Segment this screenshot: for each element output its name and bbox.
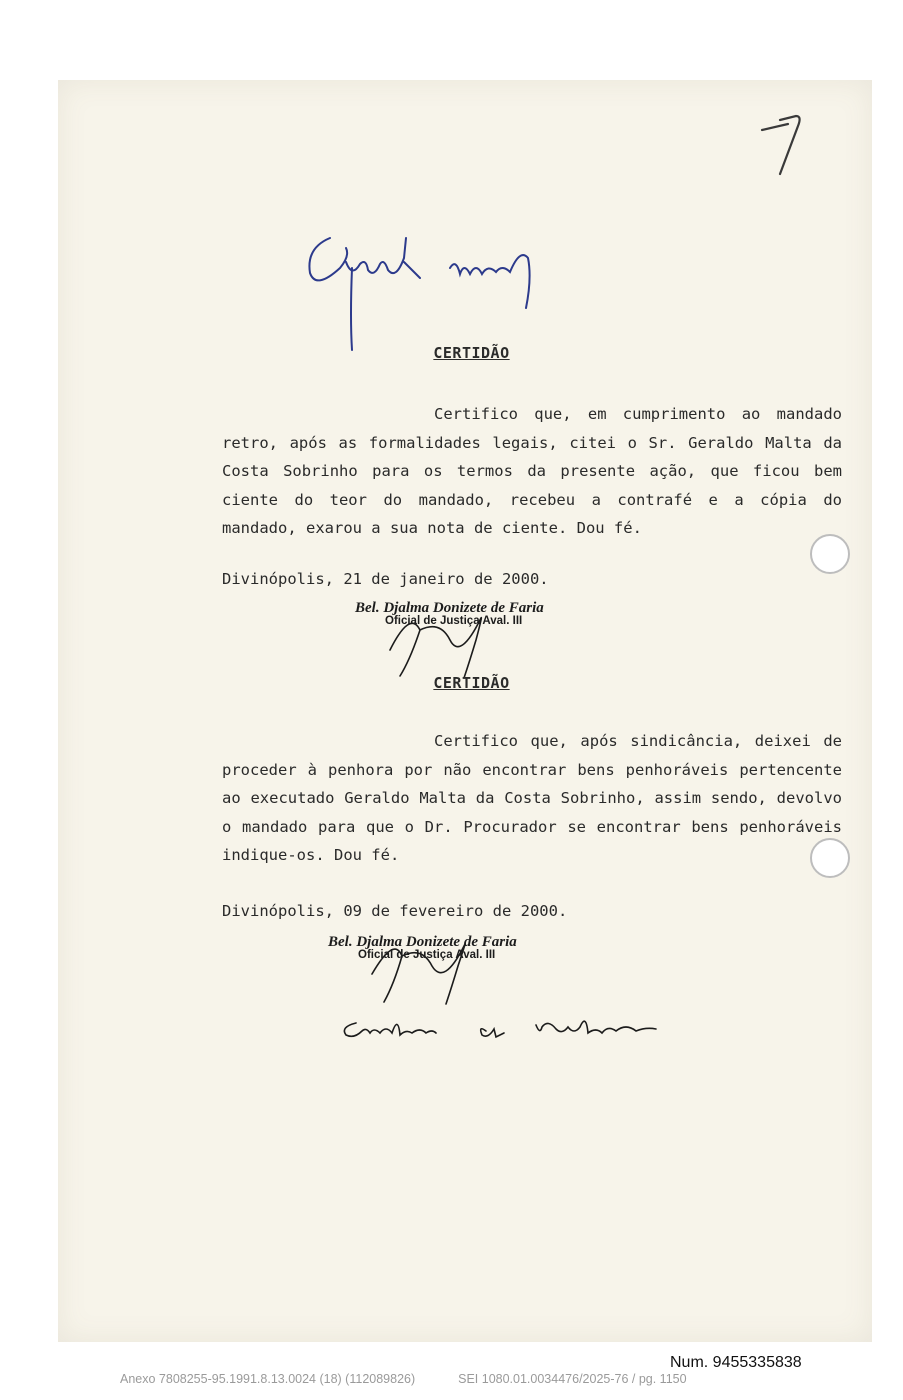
signer-name: Bel. Djalma Donizete de Faria: [328, 934, 517, 950]
document-number: Num. 9455335838: [670, 1354, 802, 1371]
certidao-body: Certifico que, em cumprimento ao mandado retro, após as formalidades legais, citei o Sr. Geraldo Malta da Costa Sobrinho para os termos da presente ação, que ficou bem ciente do teor do mandado, recebeu a contrafé e a cópia do mandado, exarou a sua nota de ciente. Dou fé.: [222, 405, 842, 537]
signer-role: Oficial de Justiça Aval. III: [385, 615, 523, 627]
certidao-date: Divinópolis, 09 de fevereiro de 2000.: [222, 902, 568, 920]
handwritten-signature: [360, 928, 490, 1008]
signer-role: Oficial de Justiça Aval. III: [358, 949, 496, 961]
certidao-heading: CERTIDÃO: [433, 344, 510, 362]
annex-reference: Anexo 7808255-95.1991.8.13.0024 (18) (112089826): [120, 1372, 416, 1386]
certidao-date: Divinópolis, 21 de janeiro de 2000.: [222, 570, 549, 588]
handwritten-signature: [380, 600, 510, 680]
handwritten-annotation-signature: [300, 218, 550, 358]
handwritten-page-number: [758, 112, 818, 182]
signer-name: Bel. Djalma Donizete de Faria: [355, 600, 544, 616]
footer-metadata: [120, 1372, 820, 1386]
handwritten-note: [336, 1005, 666, 1050]
certidao-heading: CERTIDÃO: [433, 674, 510, 692]
certidao-body: Certifico que, após sindicância, deixei de proceder à penhora por não encontrar bens penhoráveis pertencente ao executado Geraldo Malta da Costa Sobrinho, assim sendo, devolvo o mandado para que o Dr. Procurador se encontrar bens penhoráveis indique-os. Dou fé.: [222, 732, 842, 864]
sei-reference: SEI 1080.01.0034476/2025-76 / pg. 1150: [458, 1372, 687, 1386]
